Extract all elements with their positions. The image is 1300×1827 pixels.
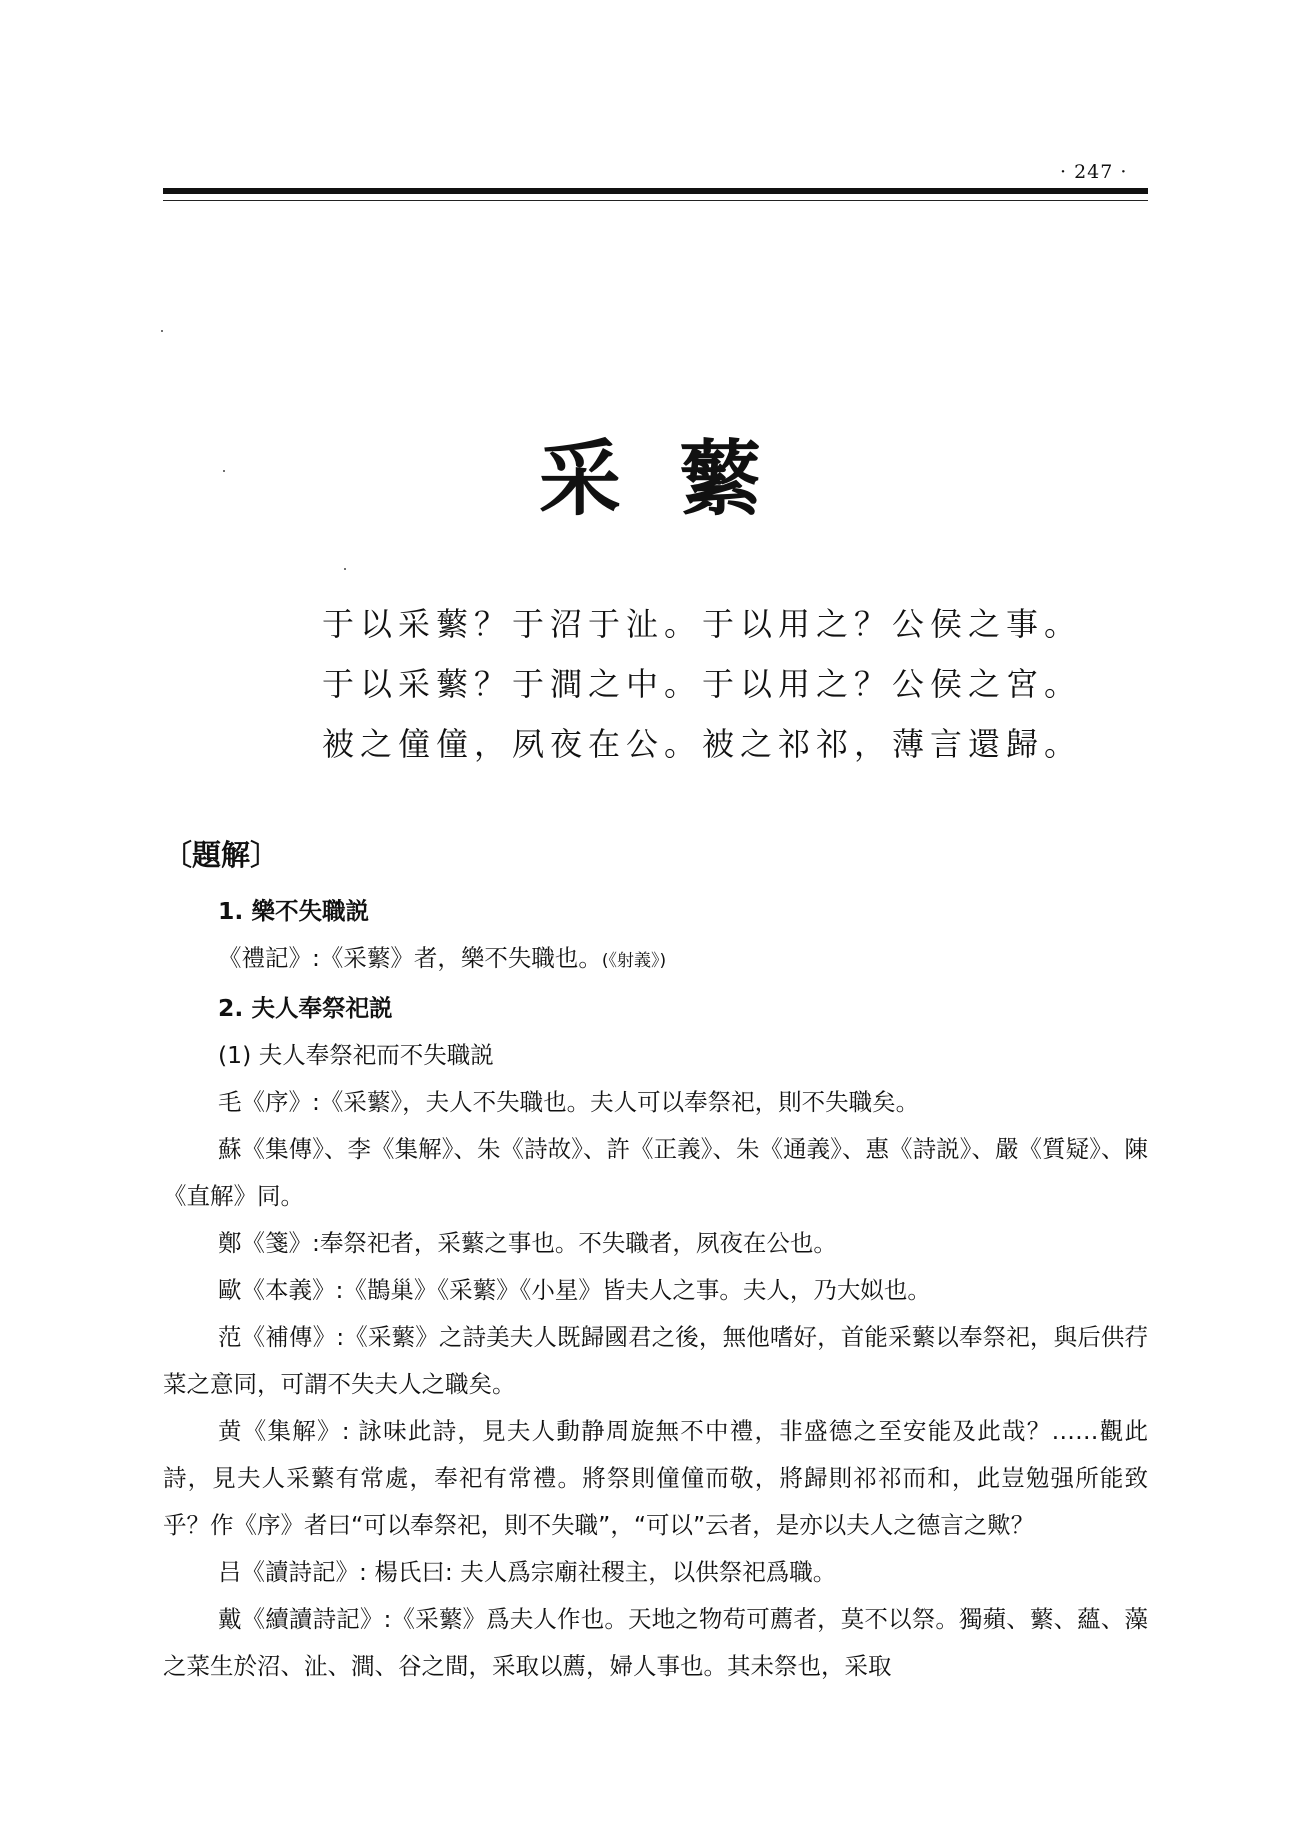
paragraph: 范《補傳》:《采蘩》之詩美夫人既歸國君之後，無他嗜好，首能采蘩以奉祭祀，與后供荇菜之意同，可謂不失夫人之職矣。: [163, 1323, 1148, 1398]
section-heading: 〔題解〕: [163, 838, 280, 872]
source-note: (《射義》): [601, 951, 667, 971]
commentary-body: [163, 888, 1148, 1690]
scan-speck: [161, 330, 163, 332]
paragraph: 毛《序》:《采蘩》，夫人不失職也。夫人可以奉祭祀，則不失職矣。: [218, 1088, 920, 1116]
subheading: 1. 樂不失職説: [218, 897, 369, 925]
subheading: 2. 夫人奉祭祀説: [218, 994, 393, 1022]
header-rule-thick: [163, 188, 1148, 194]
paragraph: 吕《讀詩記》: 楊氏曰: 夫人爲宗廟社稷主，以供祭祀爲職。: [218, 1558, 837, 1586]
poem-line: 于以采蘩？于沼于沚。于以用之？公侯之事。: [322, 605, 1083, 643]
scan-speck: [344, 568, 346, 570]
poem-text: [322, 594, 1102, 774]
paragraph-text: 《禮記》:《采蘩》者，樂不失職也。: [218, 944, 602, 972]
poem-line: 被之僮僮，夙夜在公。被之祁祁，薄言還歸。: [322, 725, 1083, 763]
paragraph: 歐《本義》:《鵲巢》《采蘩》《小星》皆夫人之事。夫人，乃大姒也。: [218, 1276, 931, 1304]
paragraph: 蘇《集傳》、李《集解》、朱《詩故》、許《正義》、朱《通義》、惠《詩説》、嚴《質疑》、陳《直解》同。: [163, 1135, 1148, 1210]
paragraph: 黄《集解》: 詠味此詩，見夫人動静周旋無不中禮，非盛德之至安能及此哉？……觀此詩，見夫人采蘩有常處，奉祀有常禮。將祭則僮僮而敬，將歸則祁祁而和，此豈勉强所能致乎？作《序》者曰“可以奉祭祀，則不失職”，“可以”云者，是亦以夫人之德言之歟？: [163, 1417, 1148, 1539]
poem-title: 采蘩: [538, 431, 819, 527]
page-number: · 247 ·: [1060, 161, 1128, 183]
poem-line: 于以采蘩？于澗之中。于以用之？公侯之宮。: [322, 665, 1083, 703]
paragraph: 戴《續讀詩記》:《采蘩》爲夫人作也。天地之物苟可薦者，莫不以祭。獨蘋、蘩、蘊、藻之菜生於沼、沚、澗、谷之間，采取以薦，婦人事也。其未祭也，采取: [163, 1605, 1148, 1680]
paragraph: [163, 935, 1148, 985]
header-rule-thin: [163, 200, 1148, 201]
paragraph: 鄭《箋》:奉祭祀者，采蘩之事也。不失職者，夙夜在公也。: [218, 1229, 837, 1257]
paragraph: (1) 夫人奉祭祀而不失職説: [218, 1041, 494, 1069]
